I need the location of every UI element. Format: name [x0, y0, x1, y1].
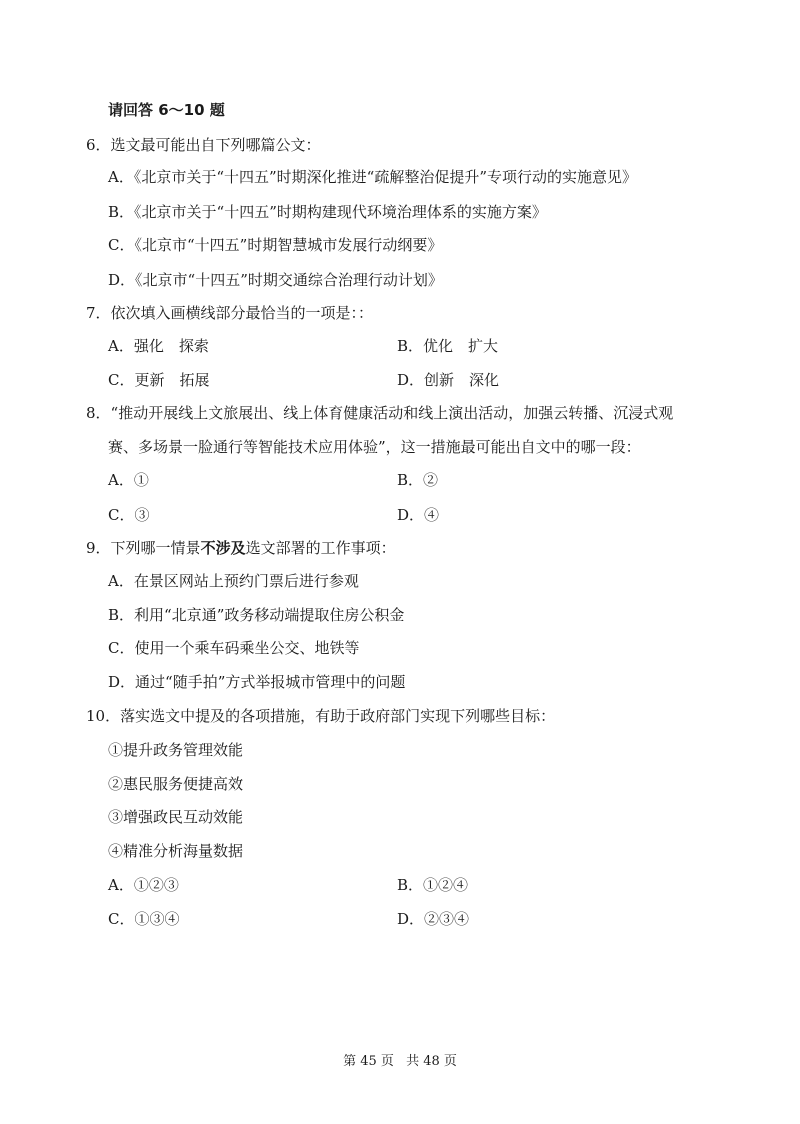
question-7-option-b: B．优化 扩大 [397, 337, 499, 355]
question-text: 依次填入画横线部分最恰当的一项是：： [110, 304, 374, 322]
question-10-option-a: A．①②③ [108, 876, 179, 894]
question-6-option-b: B．《北京市关于“十四五”时期构建现代环境治理体系的实施方案》 [108, 203, 547, 221]
question-7-option-d: D．创新 深化 [397, 371, 500, 389]
question-number: 7． [86, 304, 111, 322]
total-pages: 共 48 页 [406, 1054, 457, 1069]
question-10-option-b: B．①②④ [397, 876, 469, 894]
section-heading: 请回答 6～10 题 [108, 101, 225, 119]
question-9-option-d: D．通过“随手拍”方式举报城市管理中的问题 [108, 673, 406, 691]
question-8-option-b: B．② [397, 471, 439, 489]
question-10-stem [86, 706, 555, 726]
question-8-stem [86, 403, 673, 423]
question-text: 选文最可能出自下列哪篇公文： [110, 136, 321, 154]
question-8-stem-continued: 赛、多场景一脸通行等智能技术应用体验”，这一措施最可能出自文中的哪一段： [108, 438, 641, 456]
question-text-emphasis: 不涉及 [200, 539, 246, 557]
question-text: “推动开展线上文旅展出、线上体育健康活动和线上演出活动，加强云转播、沉浸式观 [110, 404, 674, 422]
question-10-option-c: C．①③④ [108, 910, 180, 928]
question-text-after: 选文部署的工作事项： [245, 539, 396, 557]
question-10-statement-4: ④精准分析海量数据 [108, 842, 244, 860]
question-number: 6． [86, 136, 111, 154]
question-7-option-c: C．更新 拓展 [108, 371, 210, 389]
question-7-option-a: A．强化 探索 [108, 337, 209, 355]
question-number: 10． [86, 707, 121, 725]
question-8-option-d: D．④ [397, 506, 440, 524]
question-8-option-a: A．① [108, 471, 149, 489]
question-9-stem [86, 538, 396, 558]
page-footer [0, 1050, 800, 1069]
question-10-statement-1: ①提升政务管理效能 [108, 741, 244, 759]
question-10-statement-3: ③增强政民互动效能 [108, 808, 244, 826]
question-9-option-b: B．利用“北京通”政务移动端提取住房公积金 [108, 606, 405, 624]
question-10-option-d: D．②③④ [397, 910, 470, 928]
question-6-option-d: D．《北京市“十四五”时期交通综合治理行动计划》 [108, 271, 443, 289]
question-7-stem [86, 303, 373, 323]
question-number: 8． [86, 404, 111, 422]
question-6-stem [86, 135, 321, 155]
question-8-option-c: C．③ [108, 506, 150, 524]
question-9-option-c: C．使用一个乘车码乘坐公交、地铁等 [108, 639, 360, 657]
page-number: 第 45 页 [343, 1054, 394, 1069]
question-6-option-a: A．《北京市关于“十四五”时期深化推进“疏解整治促提升”专项行动的实施意见》 [108, 168, 638, 186]
question-number: 9． [86, 539, 111, 557]
question-6-option-c: C．《北京市“十四五”时期智慧城市发展行动纲要》 [108, 236, 443, 254]
question-10-statement-2: ②惠民服务便捷高效 [108, 775, 244, 793]
question-text-before: 下列哪一情景 [110, 539, 201, 557]
question-text: 落实选文中提及的各项措施，有助于政府部门实现下列哪些目标： [120, 707, 556, 725]
question-9-option-a: A．在景区网站上预约门票后进行参观 [108, 572, 359, 590]
